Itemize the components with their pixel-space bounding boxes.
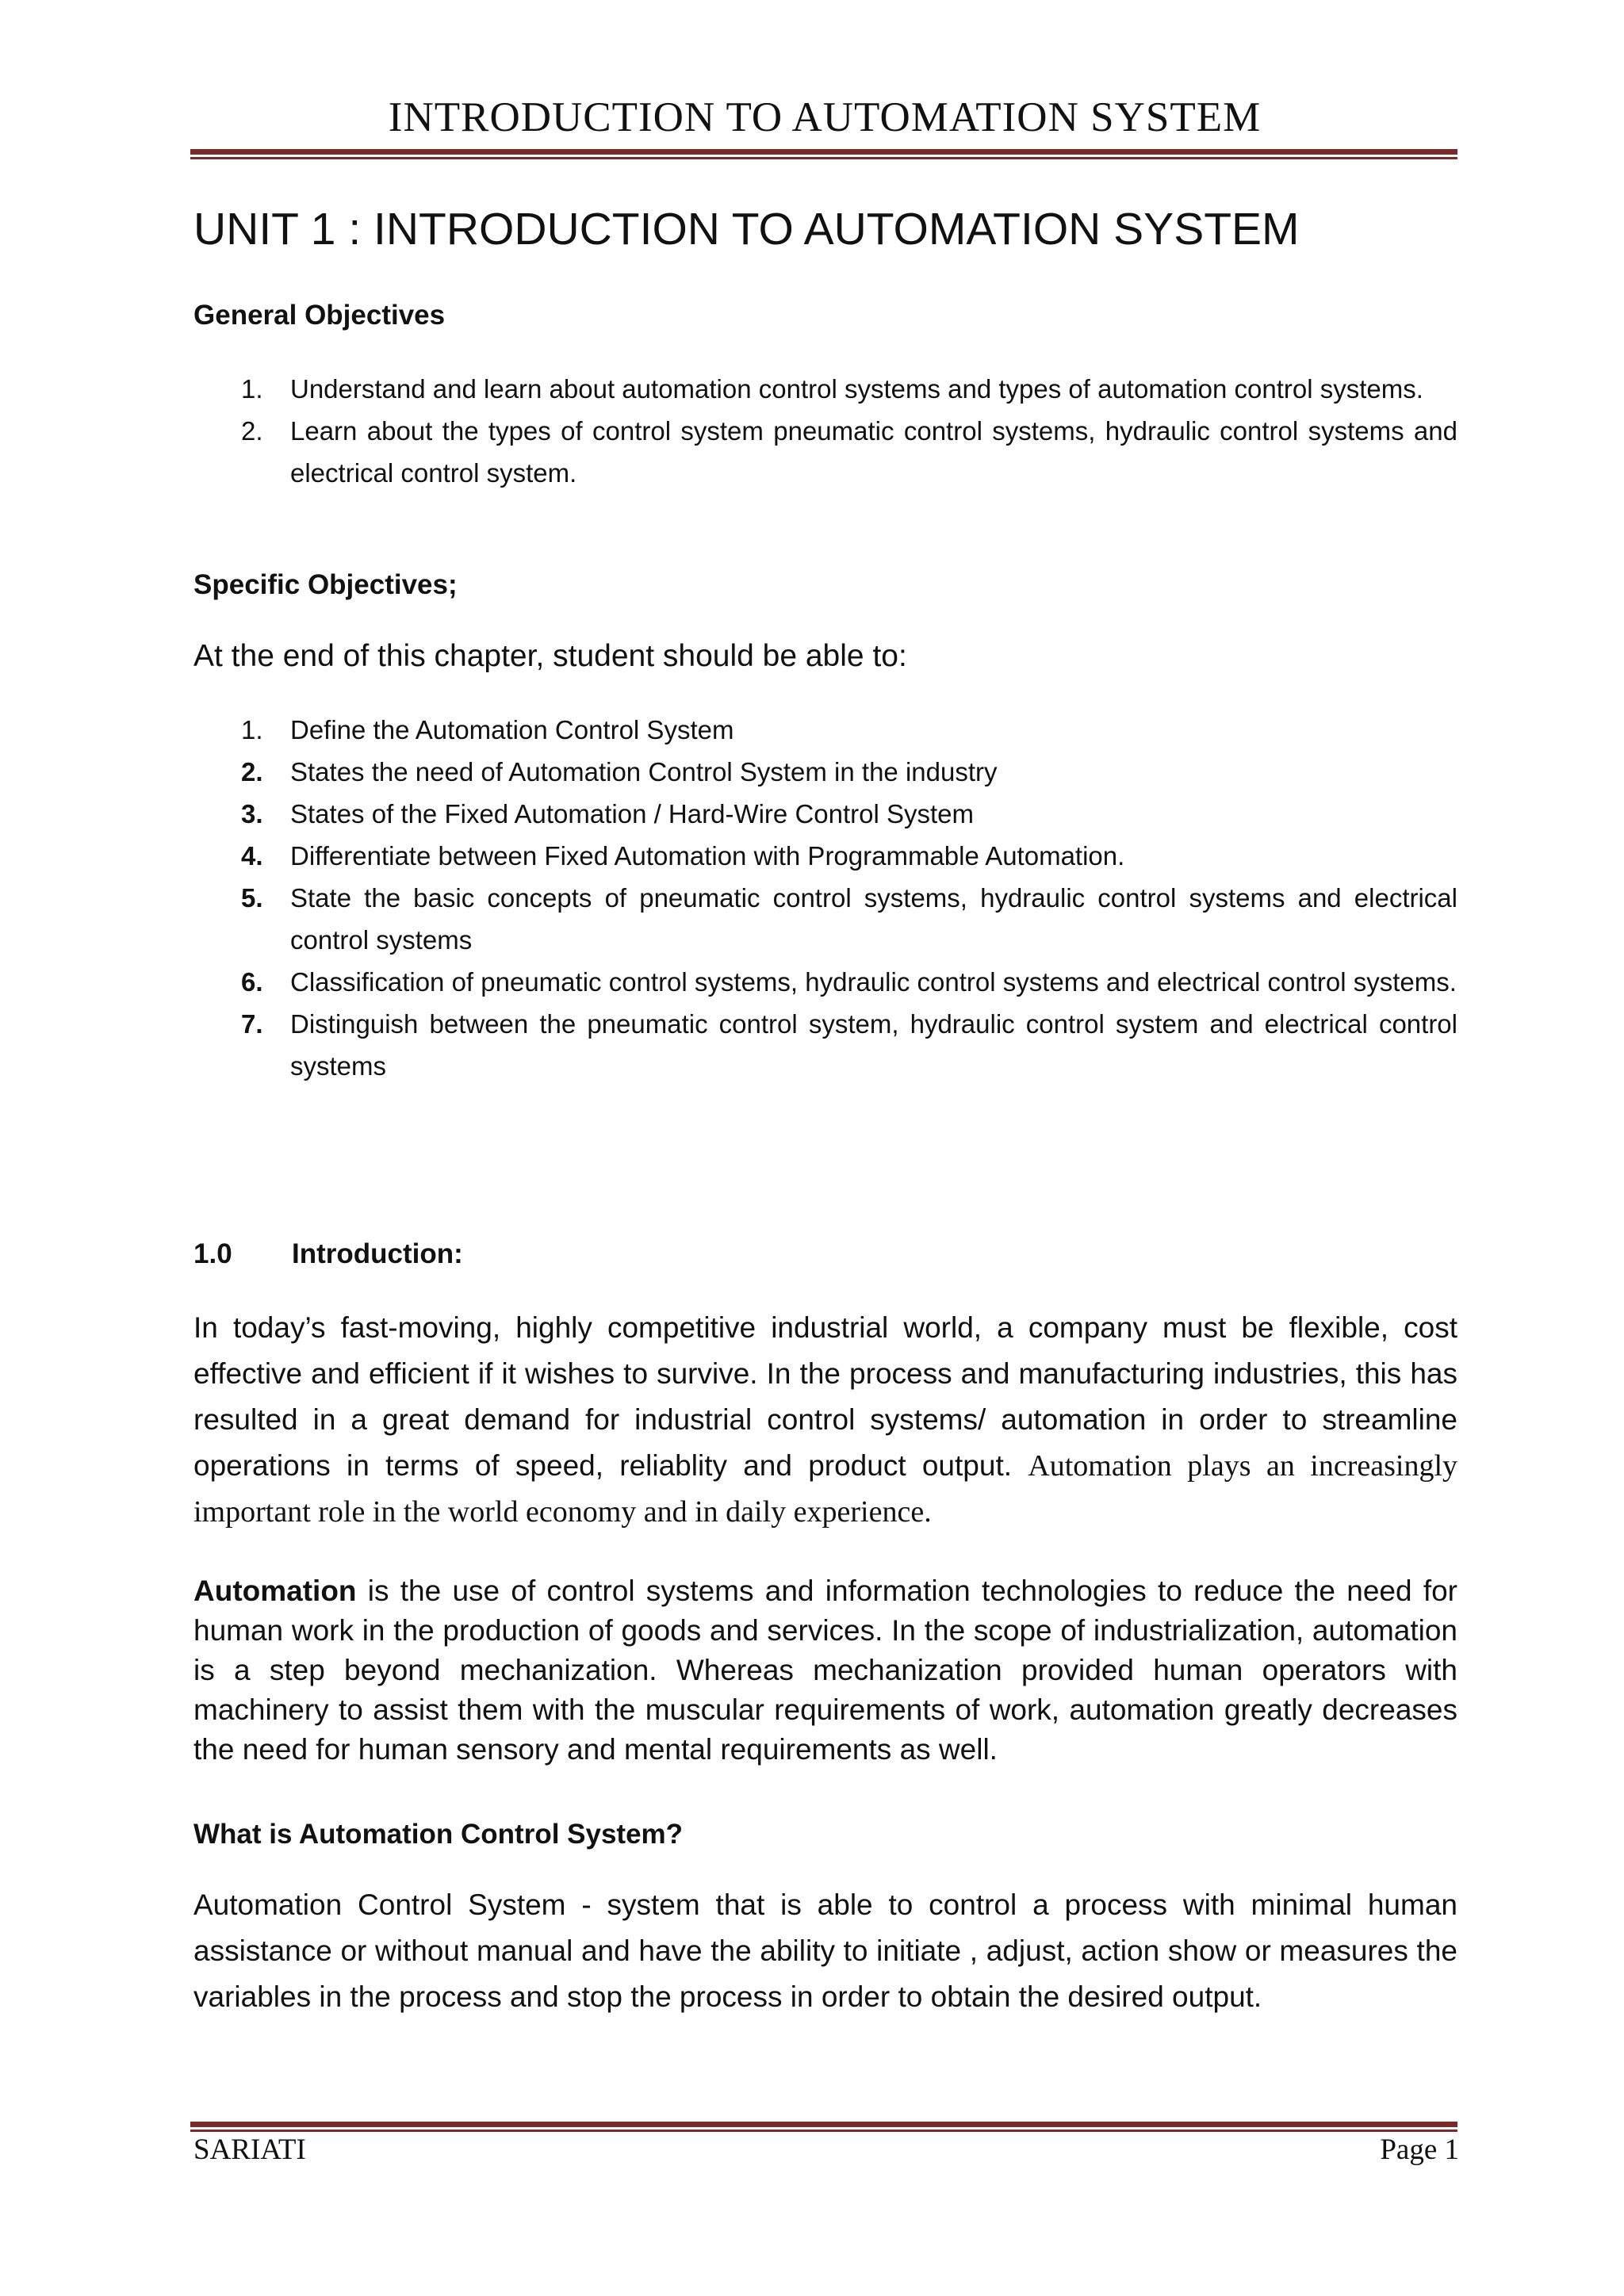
item-number: 3. <box>241 799 263 828</box>
automation-paragraph <box>193 1571 1457 1770</box>
item-text: State the basic concepts of pneumatic control systems, hydraulic control systems and electrical control systems <box>290 883 1457 955</box>
introduction-heading <box>193 1238 463 1270</box>
list-item <box>193 1003 1457 1087</box>
list-item <box>193 751 1457 793</box>
item-number: 2. <box>241 416 263 446</box>
item-text: States of the Fixed Automation / Hard-Wire Control System <box>290 799 975 828</box>
item-number: 2. <box>241 757 263 786</box>
specific-objectives-heading: Specific Objectives; <box>193 569 458 600</box>
list-item <box>193 835 1457 877</box>
page-number: Page 1 <box>1380 2133 1459 2166</box>
automation-definition: is the use of control systems and information technologies to reduce the need for human work in the production of goods and services. In the scope of industrialization, automation is a step beyond mechanization. Whereas mechanization provided human operators with machinery to assist them with the muscular requirements of work, automation greatly decreases the need for human sensory and mental requirements as well. <box>193 1575 1457 1766</box>
introduction-paragraph <box>193 1305 1457 1535</box>
footer-author: SARIATI <box>193 2133 306 2166</box>
list-item <box>193 368 1457 410</box>
item-number: 6. <box>241 967 263 997</box>
specific-objectives-list <box>193 709 1457 1087</box>
list-item <box>193 793 1457 835</box>
item-number: 7. <box>241 1009 263 1039</box>
item-text: States the need of Automation Control System in the industry <box>290 757 998 786</box>
item-number: 1. <box>241 715 263 744</box>
item-text: Distinguish between the pneumatic control system, hydraulic control system and electrical control systems <box>290 1009 1457 1081</box>
definition-paragraph: Automation Control System - system that is able to control a process with minimal human assistance or without manual and have the ability to initiate , adjust, action show or measures the variables in the process and stop the process in order to obtain the desired output. <box>193 1888 1457 2013</box>
item-text: Learn about the types of control system pneumatic control systems, hydraulic control systems and electrical control system. <box>290 416 1457 488</box>
list-item <box>193 877 1457 961</box>
list-item <box>193 961 1457 1003</box>
list-item <box>193 410 1457 494</box>
item-text: Classification of pneumatic control systems, hydraulic control systems and electrical control systems. <box>290 967 1457 997</box>
header-rule <box>190 149 1457 159</box>
intro-text: In today’s fast-moving, highly competitive industrial world, a company must be flexible, cost effective and efficient if it wishes to survive. In the process and manufacturing industries, this has resulted in a great demand for industrial control systems/ automation in order to streamline operations in terms of speed, reliablity and product output. <box>193 1311 1457 1482</box>
running-header-title: INTRODUCTION TO AUTOMATION SYSTEM <box>388 94 1262 140</box>
general-objectives-heading: General Objectives <box>193 300 446 331</box>
intro-serif-text: Automation plays an increasingly important role in the world economy and in daily experience. <box>193 1449 1457 1529</box>
list-item <box>193 709 1457 751</box>
section-number: 1.0 <box>193 1238 232 1269</box>
item-text: Understand and learn about automation control systems and types of automation control systems. <box>290 374 1423 404</box>
unit-title: UNIT 1 : INTRODUCTION TO AUTOMATION SYSTEM <box>193 204 1300 254</box>
specific-objectives-lead: At the end of this chapter, student should be able to: <box>193 639 907 673</box>
automation-term: Automation <box>193 1575 357 1607</box>
what-is-heading: What is Automation Control System? <box>193 1819 684 1850</box>
footer-rule <box>190 2122 1457 2132</box>
item-number: 4. <box>241 841 263 871</box>
general-objectives-list <box>193 368 1457 494</box>
item-text: Differentiate between Fixed Automation with Programmable Automation. <box>290 841 1125 871</box>
item-number: 5. <box>241 883 263 913</box>
item-number: 1. <box>241 374 263 404</box>
item-text: Define the Automation Control System <box>290 715 734 744</box>
section-title: Introduction: <box>292 1238 463 1269</box>
